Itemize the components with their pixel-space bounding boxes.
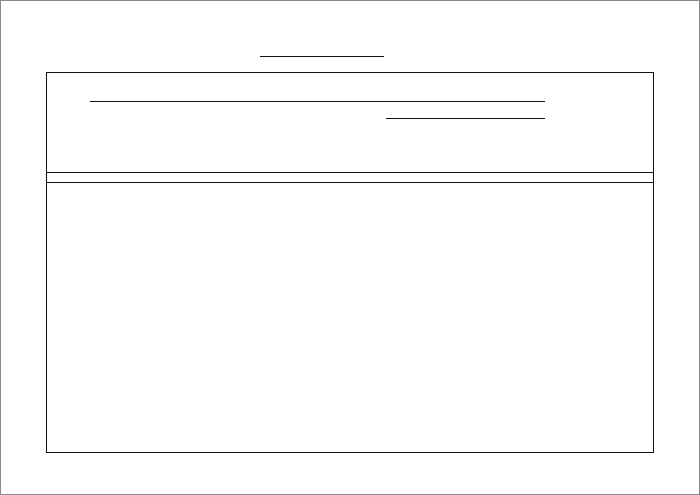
col-number	[91, 174, 146, 183]
col-number	[387, 174, 415, 183]
col-number	[330, 174, 364, 183]
group-modifications-header	[223, 73, 288, 101]
col-number	[254, 174, 288, 183]
col-25-header	[369, 102, 381, 172]
col-26-header	[386, 120, 398, 172]
col-30-header	[546, 102, 653, 146]
col-number	[173, 174, 222, 183]
col-19-header	[155, 102, 167, 172]
col-27-header	[430, 120, 442, 172]
col-number	[546, 174, 653, 183]
col-24-header	[340, 102, 352, 172]
col-number	[416, 174, 456, 183]
col-number	[503, 174, 545, 183]
group-mode-header	[91, 73, 222, 101]
group-new-device-header	[387, 102, 545, 118]
col-22-header	[260, 107, 282, 177]
col-17-header	[47, 73, 90, 172]
group-regulation-header	[289, 73, 364, 101]
col-18-header	[91, 102, 146, 172]
col-number	[47, 174, 90, 183]
col-number	[147, 174, 172, 183]
col-20-header	[188, 106, 208, 176]
col-21-header	[223, 102, 253, 172]
col-29-header	[514, 124, 534, 176]
col-number	[365, 174, 386, 183]
col-number	[223, 174, 253, 183]
col-number	[289, 174, 329, 183]
col-number	[457, 174, 502, 183]
group-replacement-header	[365, 73, 545, 101]
col-28-header	[469, 124, 489, 176]
col-23-header	[289, 102, 329, 172]
